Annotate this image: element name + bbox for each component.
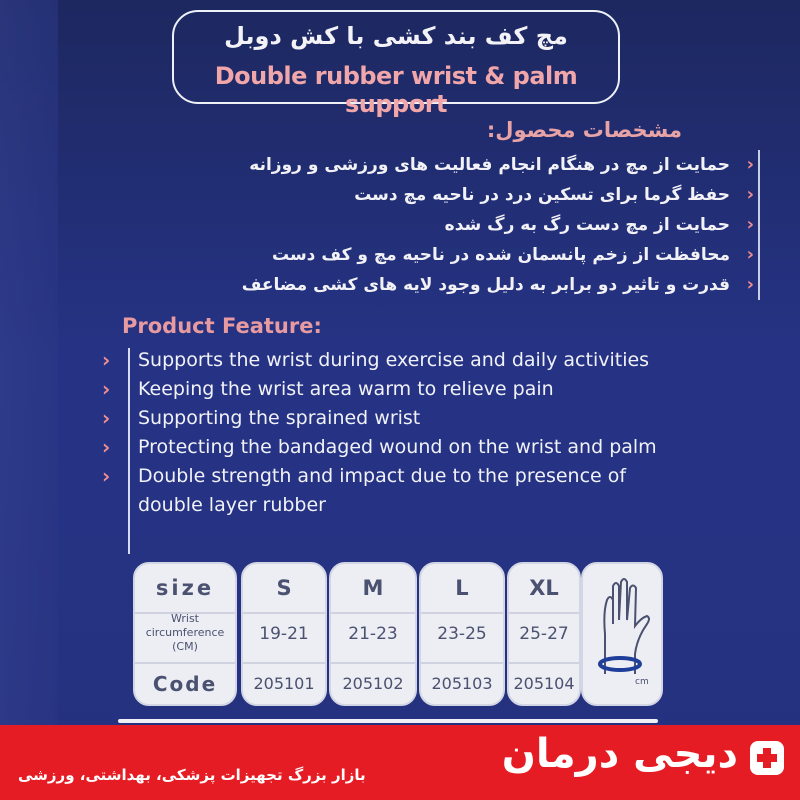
en-features-list <box>96 346 696 520</box>
en-features-heading: Product Feature: <box>122 314 322 338</box>
size-range: 23-25 <box>437 624 487 644</box>
size-range: 21-23 <box>348 624 398 644</box>
divider <box>509 662 579 664</box>
size-card-xl <box>507 562 581 706</box>
medical-cross-icon <box>750 741 784 775</box>
chevron-icon: › <box>102 348 111 372</box>
chevron-icon: ‹ <box>746 274 754 295</box>
size-letter: XL <box>529 576 559 600</box>
size-label-card <box>133 562 237 706</box>
hand-label: cm <box>635 677 649 687</box>
chevron-icon: › <box>102 464 111 488</box>
size-card-m <box>329 562 417 706</box>
chevron-icon: › <box>102 377 111 401</box>
divider <box>509 612 579 614</box>
hand-measure-icon <box>583 564 661 704</box>
divider <box>421 612 503 614</box>
footer-brand: دیجی درمان <box>501 731 738 777</box>
size-label: size <box>155 576 215 600</box>
chevron-icon: ‹ <box>746 214 754 235</box>
size-code: 205101 <box>253 674 315 693</box>
divider <box>331 612 415 614</box>
size-letter: S <box>276 576 292 600</box>
divider <box>135 662 235 664</box>
size-range: 25-27 <box>519 624 569 644</box>
size-range: 19-21 <box>259 624 309 644</box>
fa-features-list <box>112 150 760 300</box>
chevron-icon: ‹ <box>746 154 754 175</box>
chevron-icon: › <box>102 406 111 430</box>
divider <box>331 662 415 664</box>
footer-divider <box>118 719 658 723</box>
hand-measure-card <box>581 562 663 706</box>
fa-feature-item: ‹ محافظت از زخم پانسمان شده در ناحیه مچ و کف دست <box>112 240 752 270</box>
brand-logo-box <box>750 741 784 775</box>
product-title-en: Double rubber wrist & palm support <box>214 62 578 118</box>
en-feature-item: › Keeping the wrist area warm to relieve pain <box>96 375 696 404</box>
divider <box>243 612 325 614</box>
wrist-label: Wrist circumference (CM) <box>145 612 225 653</box>
chevron-icon: ‹ <box>746 184 754 205</box>
size-card-l <box>419 562 505 706</box>
product-title-fa: مچ کف بند کشی با کش دوبل <box>224 22 568 50</box>
size-code: 205104 <box>513 674 575 693</box>
fa-features-heading: مشخصات محصول: <box>486 118 682 142</box>
fa-feature-item: ‹ قدرت و تاثیر دو برابر به دلیل وجود لایه های کشی مضاعف <box>112 270 752 300</box>
divider <box>243 662 325 664</box>
size-letter: M <box>362 576 384 600</box>
chevron-icon: ‹ <box>746 244 754 265</box>
code-label: Code <box>152 672 218 696</box>
fa-feature-item: ‹ حمایت از مچ در هنگام انجام فعالیت های ورزشی و روزانه <box>112 150 752 180</box>
package-side-shade <box>0 0 58 725</box>
divider <box>421 662 503 664</box>
footer-tagline: بازار بزرگ تجهیزات پزشکی، بهداشتی، ورزشی <box>18 766 366 784</box>
size-letter: L <box>455 576 469 600</box>
size-code: 205102 <box>342 674 404 693</box>
fa-feature-item: ‹ حمایت از مچ دست رگ به رگ شده <box>112 210 752 240</box>
en-feature-item: › Supporting the sprained wrist <box>96 404 696 433</box>
size-chart <box>133 562 637 706</box>
fa-feature-item: ‹ حفظ گرما برای تسکین درد در ناحیه مچ دست <box>112 180 752 210</box>
en-feature-item: › Double strength and impact due to the presence of double layer rubber <box>102 464 627 516</box>
en-feature-item: › Supports the wrist during exercise and daily activities <box>96 346 696 375</box>
en-feature-item: › Protecting the bandaged wound on the wrist and palm <box>96 433 696 462</box>
size-code: 205103 <box>431 674 493 693</box>
chevron-icon: › <box>102 435 111 459</box>
size-card-s <box>241 562 327 706</box>
